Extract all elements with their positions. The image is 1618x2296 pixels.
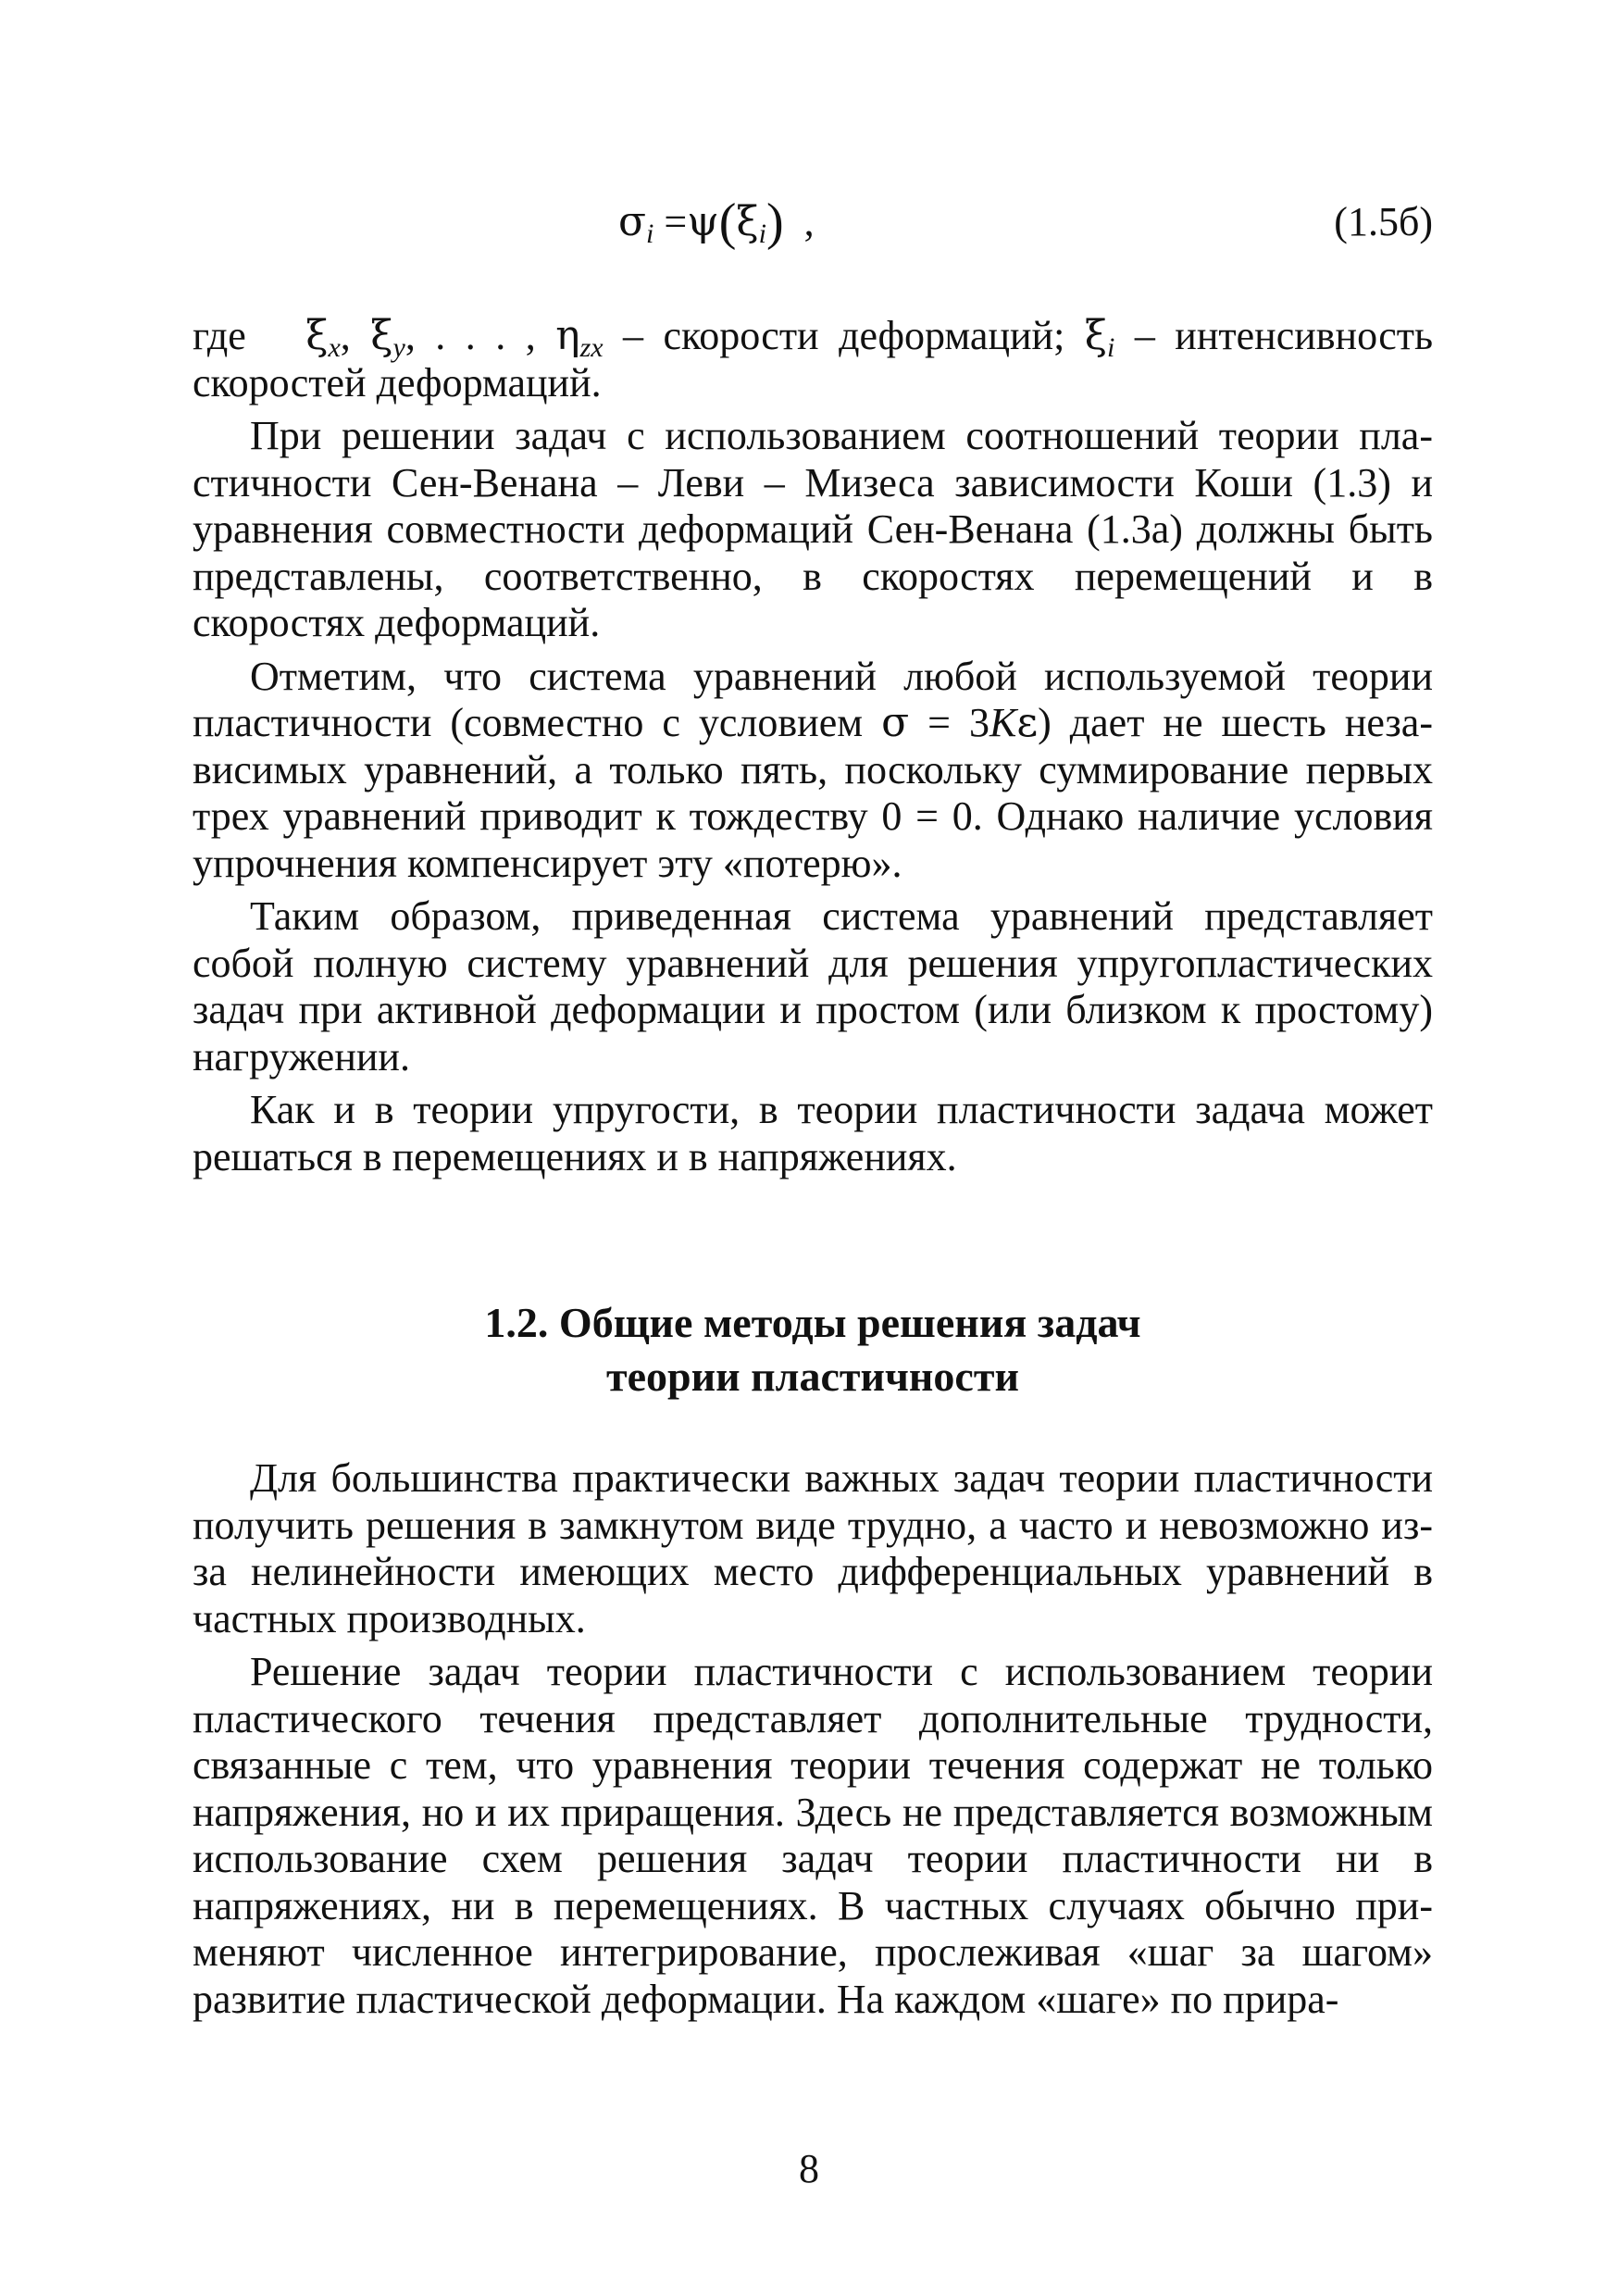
formula-function-symbol: ψ	[687, 198, 719, 245]
where-mid-text: – скорости деформаций;	[603, 313, 1085, 358]
condition-K-symbol: K	[989, 700, 1017, 745]
xi-i-subscript: i	[1107, 332, 1115, 363]
text-block-top	[193, 313, 1433, 1180]
condition-sigma-symbol: σ	[881, 699, 910, 746]
formula-equals: =	[664, 199, 688, 244]
paragraph-saint-venant: При решении задач с использованием соотношений теории пластичности Сен-Венана – Леви – Мизеса зависимости Коши (1.3) и уравнения совместности деформаций Сен-Венана (1.3а) должны быть представлены, соответственно, в скоростях перемещений и в скоростях деформаций.	[193, 413, 1433, 645]
xi-i-symbol: ξ	[1084, 312, 1108, 359]
where-sep-1: ,	[340, 313, 351, 358]
xi-y-symbol: ξ	[370, 312, 393, 359]
formula-arg-subscript: i	[758, 218, 766, 249]
paragraph-complete-system: Таким образом, приведенная система уравнений представляет собой полную систему уравнений для решения упругопластических задач при активной деформации и простом (или близком к простому) нагружении.	[193, 893, 1433, 1079]
eta-zx-symbol: η	[555, 312, 580, 359]
formula-1-5b	[618, 194, 815, 250]
xi-x-symbol: ξ	[305, 312, 329, 359]
paragraph-nonlinearity: Для большинства практически важных задач теории пластичности получить решения в замкнутом виде трудно, а часто и невозможно из-за нелинейности имеющих место дифференциальных уравнений в частных производных.	[193, 1455, 1433, 1641]
para3-text-before: Отметим, что система уравнений любой используемой теории пластичности (совместно с условием	[193, 653, 1433, 745]
xi-y-subscript: y	[392, 332, 405, 363]
formula-trailing-comma: ,	[803, 199, 815, 244]
eta-zx-subscript: zx	[579, 332, 604, 363]
formula-lhs-subscript: i	[646, 218, 654, 249]
formula-lhs-symbol: σ	[618, 198, 647, 245]
text-block-section	[193, 1455, 1433, 2023]
paragraph-plastic-flow: Решение задач теории пластичности с использованием теории пластического течения представляет дополнительные трудности, связанные с тем, что уравнения теории течения содержат не только напряжения, но и их приращения. Здесь не представляется возможным использование схем решения задач теории пластичности ни в напряжениях, ни в перемещениях. В частных случаях обычно применяют численное интегрирование, прослеживая «шаг за шагом» развитие пластической деформации. На каждом «шаге» по прира-	[193, 1649, 1433, 2022]
paragraph-equation-count	[193, 654, 1433, 888]
page-number: 8	[799, 2146, 819, 2191]
paragraph-elasticity-analogy: Как и в теории упругости, в теории пластичности задача может решаться в перемещениях и в напряжениях.	[193, 1087, 1433, 1179]
xi-x-subscript: x	[328, 332, 341, 363]
condition-equals-3: = 3	[909, 700, 989, 745]
section-heading-line-1: 1.2. Общие методы решения задач	[484, 1299, 1141, 1346]
formula-open-paren: (	[718, 193, 737, 251]
paragraph-where-definitions	[193, 313, 1433, 406]
formula-close-paren: )	[765, 193, 784, 251]
condition-epsilon-symbol: ε	[1016, 699, 1039, 746]
formula-1-5b-line	[193, 194, 1433, 250]
formula-arg-symbol: ξ	[736, 198, 759, 245]
where-prefix: где	[193, 313, 246, 358]
para3-text-after: ) дает не шесть независимых уравнений, а только пять, поскольку суммирование первых трех уравнений приводит к тождеству 0 = 0. Однако наличие условия упрочнения компенсирует эту «потерю».	[193, 700, 1433, 886]
where-sep-2: , . . . ,	[404, 313, 536, 358]
section-heading-line-2: теории пластичности	[606, 1353, 1019, 1400]
section-heading-1-2	[193, 1296, 1433, 1404]
where-tail-text: – интенсивность скоростей деформаций.	[193, 313, 1434, 406]
equation-number: (1.5б)	[1334, 199, 1433, 244]
